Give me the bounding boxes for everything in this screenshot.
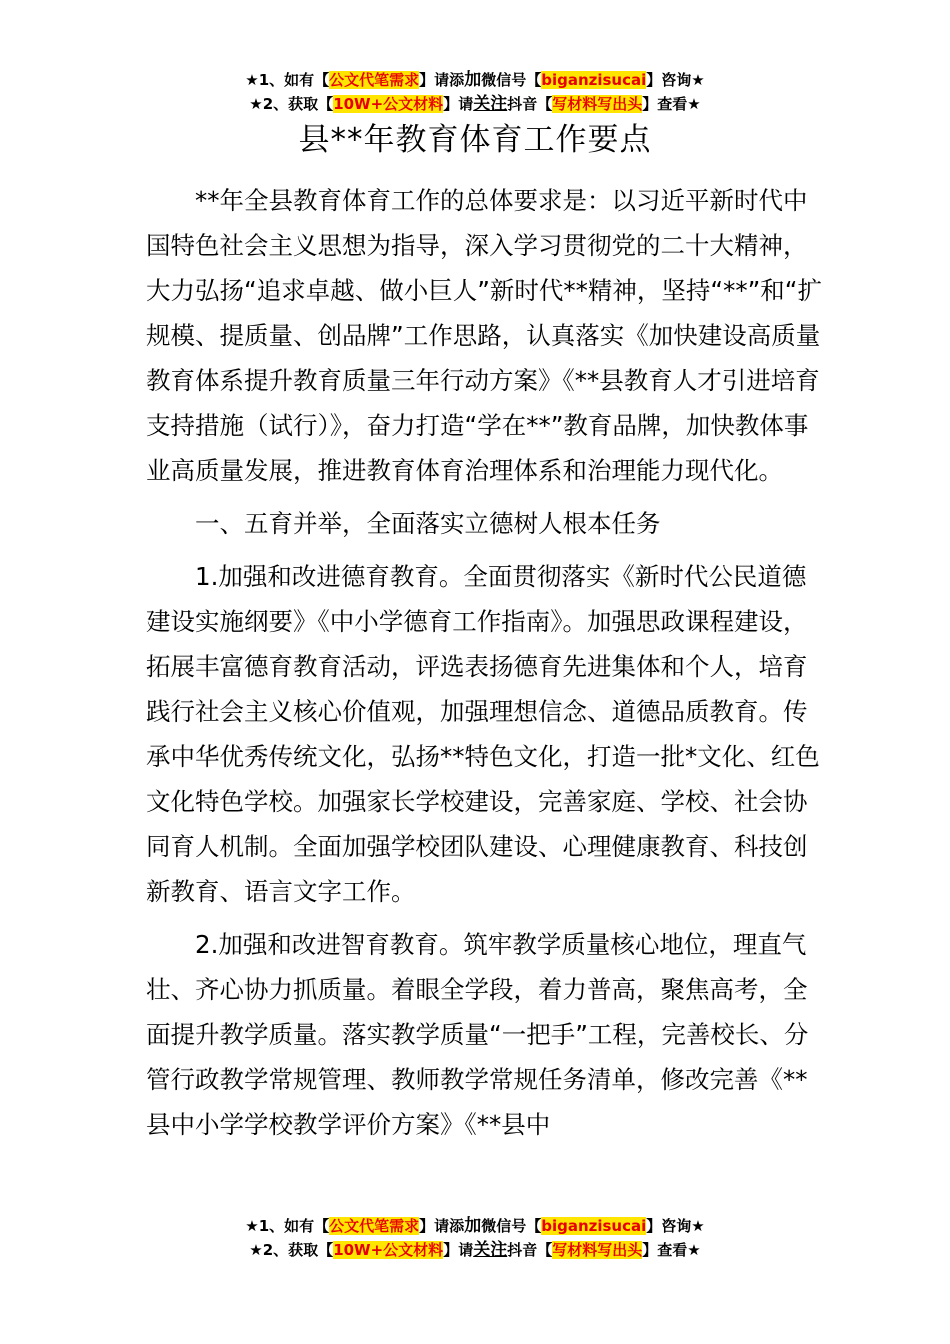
banner-text: 】咨询★ (646, 71, 705, 89)
banner-text: ★1、如有【 (245, 71, 330, 89)
banner-text: 微信号【 (481, 71, 542, 89)
banner-text: ★1、如有【 (245, 1217, 330, 1235)
banner-text: 】请 (443, 95, 474, 113)
banner-highlight-douyin: 写材料写出头 (552, 1241, 643, 1259)
banner-text: 】请添 (419, 1217, 465, 1235)
document-title: 县**年教育体育工作要点 (298, 122, 652, 158)
banner-highlight: 10W+公文材料 (333, 95, 444, 113)
document-body (146, 178, 826, 1147)
banner-emphasis: 关注 (473, 1240, 508, 1260)
paragraph-item-1: 1.加强和改进德育教育。全面贯彻落实《新时代公民道德建设实施纲要》《中小学德育工作指南》。加强思政课程建设，拓展丰富德育教育活动，评选表扬德育先进集体和个人，培育践行社会主义核心价值观，加强理想信念、道德品质教育。传承中华优秀传统文化，弘扬**特色文化，打造一批*文化、红色文化特色学校。加强家长学校建设，完善家庭、学校、社会协同育人机制。全面加强学校团队建设、心理健康教育、科技创新教育、语言文字工作。 (146, 562, 820, 906)
banner-text: 】请添 (419, 71, 465, 89)
section-heading-1: 一、五育并举，全面落实立德树人根本任务 (195, 509, 661, 538)
banner-text: ★2、获取【 (249, 95, 334, 113)
paragraph-item-2: 2.加强和改进智育教育。筑牢教学质量核心地位，理直气壮、齐心协力抓质量。着眼全学段，着力普高，聚焦高考，全面提升教学质量。落实教学质量“一把手”工程，完善校长、分管行政教学常规管理、教师教学常规任务清单，修改完善《**县中小学学校教学评价方案》《**县中 (146, 930, 809, 1139)
banner-highlight: 公文代笔需求 (329, 1217, 420, 1235)
banner-highlight-douyin: 写材料写出头 (552, 95, 643, 113)
banner-line-2 (0, 92, 950, 116)
header-banner (0, 68, 950, 116)
banner-emphasis: 加 (464, 1216, 482, 1236)
banner-text: 抖音【 (507, 95, 553, 113)
banner-line-1 (0, 68, 950, 92)
banner-emphasis: 加 (464, 70, 482, 90)
banner-line-2 (0, 1238, 950, 1262)
banner-text: ★2、获取【 (249, 1241, 334, 1259)
banner-highlight: 10W+公文材料 (333, 1241, 444, 1259)
footer-banner (0, 1214, 950, 1262)
banner-text: 抖音【 (507, 1241, 553, 1259)
banner-highlight-wechat: biganzisucai (541, 1217, 647, 1235)
banner-emphasis: 关注 (473, 94, 508, 114)
banner-text: 】请 (443, 1241, 474, 1259)
banner-highlight-wechat: biganzisucai (541, 71, 647, 89)
banner-text: 】查看★ (642, 95, 701, 113)
banner-line-1 (0, 1214, 950, 1238)
paragraph-intro: **年全县教育体育工作的总体要求是：以习近平新时代中国特色社会主义思想为指导，深入学习贯彻党的二十大精神，大力弘扬“追求卓越、做小巨人”新时代**精神，坚持“**”和“扩规模、提质量、创品牌”工作思路，认真落实《加快建设高质量教育体系提升教育质量三年行动方案》《**县教育人才引进培育支持措施（试行）》，奋力打造“学在**”教育品牌，加快教体事业高质量发展，推进教育体育治理体系和治理能力现代化。 (146, 186, 822, 485)
banner-text: 】咨询★ (646, 1217, 705, 1235)
banner-text: 】查看★ (642, 1241, 701, 1259)
banner-text: 微信号【 (481, 1217, 542, 1235)
banner-highlight: 公文代笔需求 (329, 71, 420, 89)
